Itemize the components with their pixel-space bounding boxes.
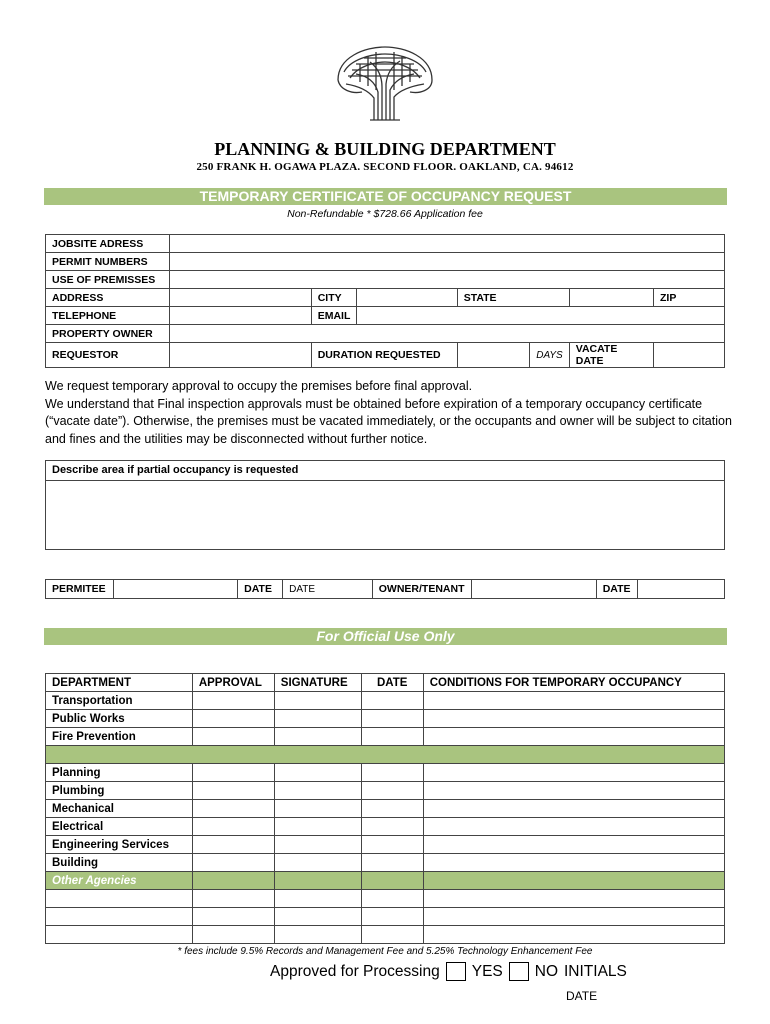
yes-checkbox[interactable] bbox=[446, 962, 466, 981]
partial-occupancy-box bbox=[45, 460, 725, 550]
zip-label: ZIP bbox=[653, 289, 724, 307]
date-cell[interactable] bbox=[361, 890, 423, 908]
state-input[interactable] bbox=[569, 289, 653, 307]
table-row bbox=[46, 890, 725, 908]
table-row bbox=[46, 908, 725, 926]
statement-line-2: We understand that Final inspection approvals must be obtained before expiration of a temporary occupancy certificate (“vacate date”). Otherwise, the premises must be vacated immediately, or the occupants and owner will be subject to citation and fines and the utilities may be disconnected without further notice. bbox=[45, 396, 732, 446]
permit-numbers-input[interactable] bbox=[169, 253, 724, 271]
conditions-cell[interactable] bbox=[423, 692, 724, 710]
approval-date-label: DATE bbox=[566, 989, 598, 1003]
signature-cell[interactable] bbox=[274, 710, 361, 728]
separator-cell bbox=[192, 872, 274, 890]
conditions-cell[interactable] bbox=[423, 836, 724, 854]
approval-cell[interactable] bbox=[192, 926, 274, 944]
other-agencies-row bbox=[46, 872, 725, 890]
owner-date-input[interactable] bbox=[637, 580, 724, 599]
table-row bbox=[46, 710, 725, 728]
conditions-cell[interactable] bbox=[423, 854, 724, 872]
table-row bbox=[46, 818, 725, 836]
no-checkbox[interactable] bbox=[509, 962, 529, 981]
no-label: NO bbox=[534, 962, 558, 980]
approval-cell[interactable] bbox=[192, 800, 274, 818]
city-input[interactable] bbox=[357, 289, 457, 307]
use-of-premises-label: USE OF PREMISSES bbox=[46, 271, 170, 289]
signature-header: SIGNATURE bbox=[274, 674, 361, 692]
department-name: Plumbing bbox=[46, 782, 193, 800]
partial-occupancy-input[interactable] bbox=[46, 481, 724, 549]
separator-cell bbox=[423, 872, 724, 890]
department-name: Building bbox=[46, 854, 193, 872]
date-cell[interactable] bbox=[361, 854, 423, 872]
department-name: Engineering Services bbox=[46, 836, 193, 854]
date-cell[interactable] bbox=[361, 782, 423, 800]
signature-cell[interactable] bbox=[274, 890, 361, 908]
duration-input[interactable] bbox=[457, 343, 530, 368]
partial-occupancy-label: Describe area if partial occupancy is requested bbox=[46, 461, 724, 481]
oak-tree-logo bbox=[330, 42, 440, 122]
date-cell[interactable] bbox=[361, 764, 423, 782]
date-cell[interactable] bbox=[361, 908, 423, 926]
conditions-cell[interactable] bbox=[423, 728, 724, 746]
official-use-table bbox=[45, 673, 725, 944]
conditions-cell[interactable] bbox=[423, 800, 724, 818]
table-row bbox=[46, 836, 725, 854]
department-title: PLANNING & BUILDING DEPARTMENT bbox=[214, 139, 556, 159]
form-title: TEMPORARY CERTIFICATE OF OCCUPANCY REQUEST bbox=[44, 188, 727, 205]
conditions-cell[interactable] bbox=[423, 818, 724, 836]
department-name: Electrical bbox=[46, 818, 193, 836]
use-of-premises-input[interactable] bbox=[169, 271, 724, 289]
date-cell[interactable] bbox=[361, 818, 423, 836]
signature-cell[interactable] bbox=[274, 908, 361, 926]
telephone-label: TELEPHONE bbox=[46, 307, 170, 325]
address-input[interactable] bbox=[169, 289, 311, 307]
jobsite-address-label: JOBSITE ADRESS bbox=[46, 235, 170, 253]
approval-cell[interactable] bbox=[192, 854, 274, 872]
email-input[interactable] bbox=[357, 307, 725, 325]
days-label: DAYS bbox=[530, 343, 570, 368]
permit-numbers-label: PERMIT NUMBERS bbox=[46, 253, 170, 271]
date-cell[interactable] bbox=[361, 926, 423, 944]
conditions-cell[interactable] bbox=[423, 710, 724, 728]
date-cell[interactable] bbox=[361, 692, 423, 710]
conditions-cell[interactable] bbox=[423, 782, 724, 800]
property-owner-label: PROPERTY OWNER bbox=[46, 325, 170, 343]
signature-table bbox=[45, 579, 725, 599]
address-label: ADDRESS bbox=[46, 289, 170, 307]
table-row bbox=[46, 764, 725, 782]
agency-cell[interactable] bbox=[46, 908, 193, 926]
requestor-input[interactable] bbox=[169, 343, 311, 368]
department-name: Planning bbox=[46, 764, 193, 782]
date-cell[interactable] bbox=[361, 728, 423, 746]
conditions-cell[interactable] bbox=[423, 890, 724, 908]
other-agencies-label: Other Agencies bbox=[46, 872, 193, 890]
conditions-header: CONDITIONS FOR TEMPORARY OCCUPANCY bbox=[423, 674, 724, 692]
permitee-label: PERMITEE bbox=[46, 580, 114, 599]
conditions-cell[interactable] bbox=[423, 764, 724, 782]
statement-line-1: We request temporary approval to occupy the premises before final approval. bbox=[45, 379, 473, 393]
approved-for-processing-label: Approved for Processing bbox=[270, 962, 440, 980]
conditions-cell[interactable] bbox=[423, 908, 724, 926]
conditions-cell[interactable] bbox=[423, 926, 724, 944]
city-label: CITY bbox=[311, 289, 357, 307]
occupancy-statement bbox=[45, 378, 735, 448]
owner-date-label: DATE bbox=[596, 580, 637, 599]
signature-cell[interactable] bbox=[274, 764, 361, 782]
applicant-info-table bbox=[45, 234, 725, 368]
department-name: Transportation bbox=[46, 692, 193, 710]
department-address: 250 FRANK H. OGAWA PLAZA. SECOND FLOOR. OAKLAND, CA. 94612 bbox=[196, 161, 574, 173]
date-cell[interactable] bbox=[361, 836, 423, 854]
owner-tenant-label: OWNER/TENANT bbox=[372, 580, 471, 599]
department-name: Mechanical bbox=[46, 800, 193, 818]
table-row bbox=[46, 800, 725, 818]
separator-cell bbox=[274, 872, 361, 890]
signature-cell[interactable] bbox=[274, 782, 361, 800]
approval-cell[interactable] bbox=[192, 710, 274, 728]
department-name: Public Works bbox=[46, 710, 193, 728]
signature-cell[interactable] bbox=[274, 728, 361, 746]
department-header: DEPARTMENT bbox=[46, 674, 193, 692]
separator-cell bbox=[46, 746, 725, 764]
agency-cell[interactable] bbox=[46, 926, 193, 944]
duration-requested-label: DURATION REQUESTED bbox=[311, 343, 457, 368]
signature-cell[interactable] bbox=[274, 800, 361, 818]
separator-row bbox=[46, 746, 725, 764]
date-header: DATE bbox=[361, 674, 423, 692]
date-cell[interactable] bbox=[361, 800, 423, 818]
signature-cell[interactable] bbox=[274, 818, 361, 836]
application-fee-note: Non-Refundable * $728.66 Application fee bbox=[287, 208, 483, 220]
approval-cell[interactable] bbox=[192, 728, 274, 746]
signature-cell[interactable] bbox=[274, 854, 361, 872]
approval-cell[interactable] bbox=[192, 818, 274, 836]
email-label: EMAIL bbox=[311, 307, 357, 325]
table-row bbox=[46, 692, 725, 710]
official-use-title: For Official Use Only bbox=[44, 628, 727, 645]
requestor-label: REQUESTOR bbox=[46, 343, 170, 368]
permitee-date-label: DATE bbox=[238, 580, 283, 599]
table-row bbox=[46, 926, 725, 944]
fees-footnote: * fees include 9.5% Records and Management Fee and 5.25% Technology Enhancement Fee bbox=[177, 946, 593, 957]
date-cell[interactable] bbox=[361, 710, 423, 728]
table-row bbox=[46, 728, 725, 746]
permitee-signature-input[interactable] bbox=[113, 580, 237, 599]
department-name: Fire Prevention bbox=[46, 728, 193, 746]
separator-cell bbox=[361, 872, 423, 890]
signature-cell[interactable] bbox=[274, 926, 361, 944]
vacate-date-label: VACATE DATE bbox=[569, 343, 653, 368]
table-row bbox=[46, 854, 725, 872]
approval-cell[interactable] bbox=[192, 836, 274, 854]
initials-label: INITIALS bbox=[564, 962, 627, 980]
signature-cell[interactable] bbox=[274, 836, 361, 854]
property-owner-input[interactable] bbox=[169, 325, 724, 343]
table-row bbox=[46, 782, 725, 800]
permitee-date-input[interactable]: DATE bbox=[283, 580, 373, 599]
vacate-date-input[interactable] bbox=[653, 343, 724, 368]
approval-cell[interactable] bbox=[192, 764, 274, 782]
approval-cell[interactable] bbox=[192, 692, 274, 710]
approval-cell[interactable] bbox=[192, 890, 274, 908]
approval-cell[interactable] bbox=[192, 782, 274, 800]
yes-label: YES bbox=[471, 962, 503, 980]
jobsite-address-input[interactable] bbox=[169, 235, 724, 253]
approval-cell[interactable] bbox=[192, 908, 274, 926]
agency-cell[interactable] bbox=[46, 890, 193, 908]
signature-cell[interactable] bbox=[274, 692, 361, 710]
approval-header: APPROVAL bbox=[192, 674, 274, 692]
state-label: STATE bbox=[457, 289, 569, 307]
owner-tenant-signature-input[interactable] bbox=[471, 580, 596, 599]
approval-line bbox=[270, 962, 627, 981]
telephone-input[interactable] bbox=[169, 307, 311, 325]
